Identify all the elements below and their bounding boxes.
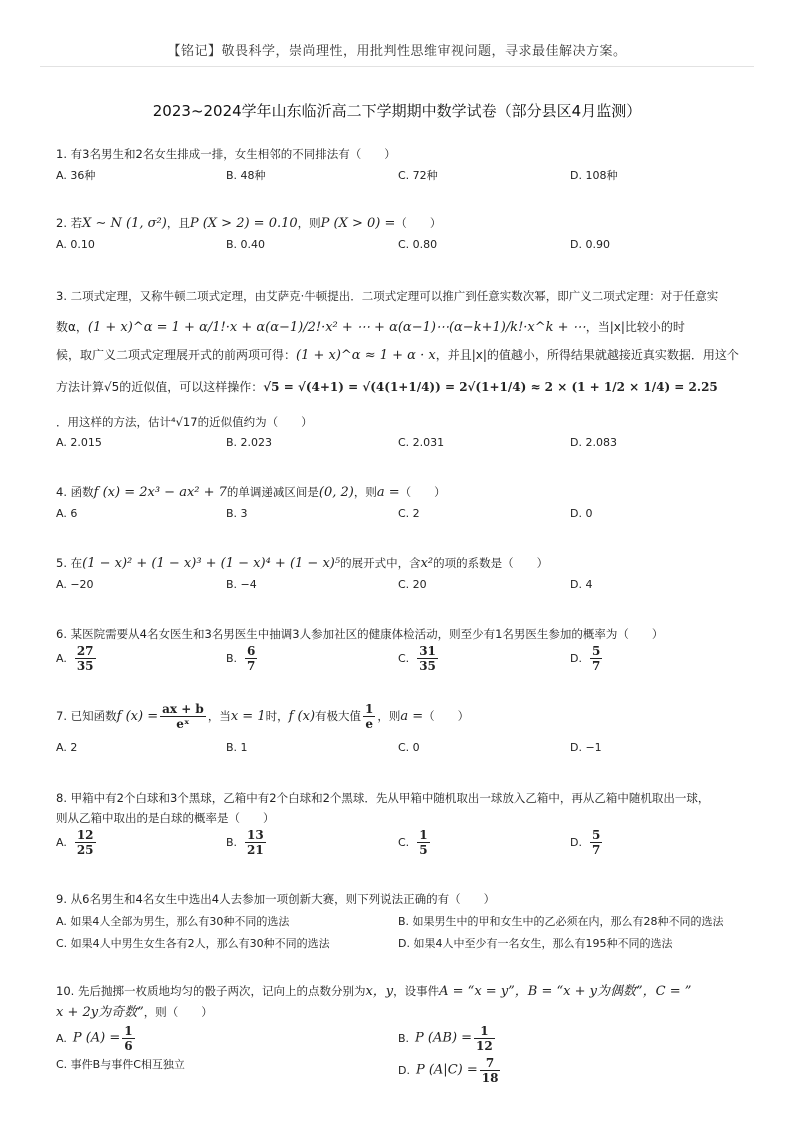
- question-4-options: [56, 507, 746, 523]
- q6-option-b-label: B.: [226, 652, 238, 665]
- question-1: [56, 146, 746, 162]
- q5-option-d[interactable]: D. 4: [570, 578, 593, 591]
- q4-option-c[interactable]: C. 2: [398, 507, 420, 520]
- q4-option-a[interactable]: A. 6: [56, 507, 78, 520]
- q10-option-a-label: A.: [56, 1032, 67, 1045]
- question-10-line-2: [56, 1004, 746, 1021]
- q7-math-a: f (x) =: [116, 709, 159, 724]
- q1-option-c[interactable]: C. 72种: [398, 169, 438, 182]
- denominator: 25: [76, 843, 94, 857]
- question-10-options-row-1: [56, 1024, 746, 1056]
- numerator: 1: [419, 828, 428, 842]
- q3-approx-formula: (1 + x)^α ≈ 1 + α · x: [296, 348, 436, 363]
- q8-option-a[interactable]: [56, 828, 98, 857]
- denominator: 6: [124, 1039, 133, 1053]
- q6-option-d-fraction: [590, 644, 602, 673]
- question-3-line-5: [56, 414, 746, 430]
- q6-option-d-label: D.: [570, 652, 582, 665]
- q4-text-d: （ ）: [399, 485, 446, 499]
- q6-option-b[interactable]: [226, 644, 259, 673]
- question-10: [56, 983, 746, 1021]
- q8-option-b[interactable]: [226, 828, 268, 857]
- q3-text-f: ．用这样的方法，估计⁴√17的近似值约为（ ）: [56, 415, 313, 429]
- question-5-options: [56, 578, 746, 594]
- denominator: 21: [247, 843, 264, 857]
- q2-math-b: P (X > 2) = 0.10: [189, 216, 298, 231]
- q1-option-b[interactable]: B. 48种: [226, 169, 266, 182]
- question-6: [56, 626, 746, 642]
- q10-option-b-math: P (AB) =: [415, 1030, 473, 1046]
- numerator: 13: [247, 828, 264, 842]
- question-4: [56, 484, 746, 501]
- q9-option-d[interactable]: D. 如果4人中至少有一名女生，那么有195种不同的选法: [398, 937, 673, 950]
- q3-option-c[interactable]: C. 2.031: [398, 436, 445, 449]
- q6-option-c-label: C.: [398, 652, 410, 665]
- q10-math-c: x + 2y为奇数”: [56, 1005, 144, 1020]
- question-9-options-row-2: [56, 935, 746, 951]
- q7-function-fraction: [160, 702, 206, 731]
- question-3-line-4: [56, 378, 756, 395]
- denominator: 12: [476, 1039, 493, 1053]
- question-7-options: [56, 741, 746, 757]
- q4-text-b: 的单调递减区间是: [226, 485, 319, 499]
- q9-option-c[interactable]: C. 如果4人中男生女生各有2人，那么有30种不同的选法: [56, 937, 330, 950]
- q5-math-b: x²: [420, 556, 434, 571]
- question-2-options: [56, 238, 746, 254]
- q3-option-a[interactable]: A. 2.015: [56, 436, 102, 449]
- q10-option-a-math: P (A) =: [72, 1030, 121, 1046]
- q4-math-c: a =: [376, 485, 400, 500]
- q10-option-a[interactable]: [56, 1024, 137, 1053]
- exam-title: 2023~2024学年山东临沂高二下学期期中数学试卷（部分县区4月监测）: [152, 102, 642, 120]
- q10-option-d-fraction: [480, 1056, 501, 1085]
- question-10-options-row-2: [56, 1056, 746, 1088]
- q8-option-a-label: A.: [56, 836, 67, 849]
- q7-text-a: 7. 已知函数: [56, 709, 117, 723]
- question-3-line-2: [56, 318, 756, 335]
- q6-option-c[interactable]: [398, 644, 440, 673]
- q2-text-b: ，且: [166, 216, 190, 230]
- q7-math-b: x = 1: [230, 709, 266, 724]
- question-3-options: [56, 436, 746, 452]
- q6-option-c-fraction: [417, 644, 438, 673]
- header-divider: [40, 66, 754, 67]
- question-6-stem: 6. 某医院需要从4名女医生和3名男医生中抽调3人参加社区的健康体检活动，则至少有1名男医生参加的概率为（ ）: [56, 627, 664, 641]
- q10-option-d[interactable]: [398, 1056, 502, 1085]
- q8-option-c-label: C.: [398, 836, 410, 849]
- denominator: eˣ: [176, 717, 190, 731]
- q7-math-c: f (x): [288, 709, 316, 724]
- numerator: 1: [124, 1024, 133, 1038]
- numerator: 27: [76, 644, 94, 658]
- q9-option-b[interactable]: B. 如果男生中的甲和女生中的乙必须在内，那么有28种不同的选法: [398, 915, 724, 928]
- q4-text-a: 4. 函数: [56, 485, 94, 499]
- q4-text-c: ，则: [353, 485, 377, 499]
- q5-option-c[interactable]: C. 20: [398, 578, 427, 591]
- q3-option-b[interactable]: B. 2.023: [226, 436, 273, 449]
- q4-math-a: f (x) = 2x³ − ax² + 7: [93, 485, 227, 500]
- q5-option-a[interactable]: A. −20: [56, 578, 94, 591]
- q2-option-b[interactable]: B. 0.40: [226, 238, 266, 251]
- question-10-line-1: [56, 983, 746, 1000]
- q10-option-d-math: P (A|C) =: [415, 1062, 478, 1078]
- q10-text-c: ，则（ ）: [143, 1005, 213, 1019]
- question-5-stem: [56, 556, 548, 570]
- q1-option-a[interactable]: A. 36种: [56, 169, 96, 182]
- q7-text-f: （ ）: [423, 709, 470, 723]
- q7-text-d: 有极大值: [315, 709, 362, 723]
- q8-option-d-label: D.: [570, 836, 582, 849]
- question-1-options: [56, 167, 746, 183]
- q10-text-a: 10. 先后抛掷一枚质地均匀的骰子两次，记向上的点数分别为: [56, 984, 366, 998]
- q5-text-c: 的项的系数是（ ）: [433, 556, 549, 570]
- denominator: 18: [481, 1071, 499, 1085]
- q5-math-a: (1 − x)² + (1 − x)³ + (1 − x)⁴ + (1 − x)⁵: [82, 556, 341, 571]
- question-9-options-row-1: [56, 913, 746, 929]
- q7-text-c: 时，: [265, 709, 289, 723]
- question-1-stem: 1. 有3名男生和2名女生排成一排，女生相邻的不同排法有（ ）: [56, 147, 396, 161]
- q3-text-a: 数α，: [56, 320, 88, 334]
- q6-option-a-label: A.: [56, 652, 67, 665]
- q6-option-d[interactable]: [570, 644, 604, 673]
- q10-option-b-fraction: [474, 1024, 495, 1053]
- question-6-options: [56, 644, 746, 678]
- q6-option-a-fraction: [75, 644, 96, 673]
- numerator: ax + b: [162, 702, 204, 716]
- question-3-line-3: [56, 346, 756, 363]
- numerator: 12: [76, 828, 94, 842]
- q10-option-a-fraction: [122, 1024, 134, 1053]
- question-9-stem: 9. 从6名男生和4名女生中选出4人去参加一项创新大赛，则下列说法正确的有（ ）: [56, 892, 496, 906]
- question-7: [56, 702, 746, 738]
- q7-text-e: ，则: [377, 709, 401, 723]
- q2-option-c[interactable]: C. 0.80: [398, 238, 438, 251]
- q10-option-b[interactable]: [398, 1024, 497, 1053]
- question-5: [56, 555, 746, 572]
- question-8-options: [56, 828, 746, 862]
- question-9: [56, 891, 746, 907]
- q10-option-d-label: D.: [398, 1064, 410, 1077]
- numerator: 7: [480, 1056, 501, 1071]
- q9-option-a[interactable]: A. 如果4人全部为男生，那么有30种不同的选法: [56, 915, 290, 928]
- numerator: 5: [591, 828, 601, 842]
- numerator: 1: [365, 702, 374, 716]
- question-3-line-1: 3. 二项式定理，又称牛顿二项式定理，由艾萨克·牛顿提出．二项式定理可以推广到任意实数次幂，即广义二项式定理：对于任意实: [56, 289, 719, 303]
- q3-text-b: ，当|x|比较小的时: [585, 320, 685, 334]
- q5-text-a: 5. 在: [56, 556, 83, 570]
- q8-option-d[interactable]: [570, 828, 604, 857]
- denominator: 35: [76, 659, 94, 673]
- q1-option-d[interactable]: D. 108种: [570, 169, 618, 182]
- q8-option-d-fraction: [590, 828, 602, 857]
- numerator: 1: [474, 1024, 495, 1039]
- motto-banner: 【铭记】敬畏科学，崇尚理性，用批判性思维审视问题，寻求最佳解决方案。: [167, 44, 627, 59]
- denominator: e: [365, 717, 374, 731]
- q2-text-d: （ ）: [395, 216, 442, 230]
- numerator: 5: [591, 644, 601, 658]
- denominator: 5: [419, 843, 428, 857]
- q7-option-c[interactable]: C. 0: [398, 741, 420, 754]
- q7-option-b[interactable]: B. 1: [226, 741, 248, 754]
- numerator: 31: [419, 644, 436, 658]
- q4-math-b: (0, 2): [318, 485, 354, 500]
- q7-max-fraction: [363, 702, 375, 731]
- q10-option-c[interactable]: C. 事件B与事件C相互独立: [56, 1058, 185, 1071]
- q3-text-e: 方法计算√5的近似值，可以这样操作：: [56, 380, 264, 394]
- q2-math-a: X ∼ N (1, σ²): [82, 216, 167, 231]
- q3-expansion-formula: (1 + x)^α = 1 + α/1!·x + α(α−1)/2!·x² + ⋯ + α(α−1)⋯(α−k+1)/k!·x^k + ⋯: [87, 320, 586, 335]
- q8-option-b-fraction: [245, 828, 266, 857]
- q8-option-a-fraction: [75, 828, 96, 857]
- q7-text-b: ，当: [207, 709, 231, 723]
- question-8-line-1: 8. 甲箱中有2个白球和3个黑球，乙箱中有2个白球和2个黑球．先从甲箱中随机取出一球放入乙箱中，再从乙箱中随机取出一球，: [56, 791, 710, 805]
- denominator: 35: [419, 659, 436, 673]
- question-8-line-2: 则从乙箱中取出的是白球的概率是（ ）: [56, 811, 275, 825]
- q2-text-a: 2. 若: [56, 216, 83, 230]
- question-4-stem: [56, 485, 446, 499]
- denominator: 7: [591, 659, 601, 673]
- question-2: [56, 215, 746, 232]
- question-7-stem: [56, 702, 470, 731]
- denominator: 7: [247, 659, 256, 673]
- q10-text-b: ，设事件: [393, 984, 440, 998]
- q4-option-d[interactable]: D. 0: [570, 507, 593, 520]
- q8-option-b-label: B.: [226, 836, 238, 849]
- question-2-stem: [56, 216, 441, 230]
- q5-option-b[interactable]: B. −4: [226, 578, 257, 591]
- question-8: [56, 790, 746, 826]
- q3-option-d[interactable]: D. 2.083: [570, 436, 617, 449]
- numerator: 6: [247, 644, 256, 658]
- question-3: [56, 288, 746, 304]
- q3-text-d: ，并且|x|的值越小，所得结果就越接近真实数据．用这个: [435, 348, 739, 362]
- q2-option-a[interactable]: A. 0.10: [56, 238, 95, 251]
- q10-math-a: x，y: [365, 984, 394, 999]
- q2-math-c: P (X > 0) =: [320, 216, 396, 231]
- q5-text-b: 的展开式中，含: [340, 556, 421, 570]
- denominator: 7: [591, 843, 601, 857]
- q7-math-e: a =: [400, 709, 424, 724]
- q6-option-a[interactable]: [56, 644, 98, 673]
- q3-sqrt5-formula: √5 = √(4+1) = √(4(1+1/4)) = 2√(1+1/4) ≈ 2 × (1 + 1/2 × 1/4) = 2.25: [263, 380, 718, 394]
- q3-text-c: 候，取广义二项式定理展开式的前两项可得：: [56, 348, 297, 362]
- q2-text-c: ，则: [297, 216, 321, 230]
- q8-option-c[interactable]: [398, 828, 432, 857]
- q10-math-b: A = “x = y”，B = “x + y为偶数”，C = ”: [439, 984, 692, 999]
- q2-option-d[interactable]: D. 0.90: [570, 238, 610, 251]
- q7-option-d[interactable]: D. −1: [570, 741, 602, 754]
- q6-option-b-fraction: [245, 644, 257, 673]
- q4-option-b[interactable]: B. 3: [226, 507, 248, 520]
- q7-option-a[interactable]: A. 2: [56, 741, 78, 754]
- q8-option-c-fraction: [417, 828, 429, 857]
- q10-option-b-label: B.: [398, 1032, 410, 1045]
